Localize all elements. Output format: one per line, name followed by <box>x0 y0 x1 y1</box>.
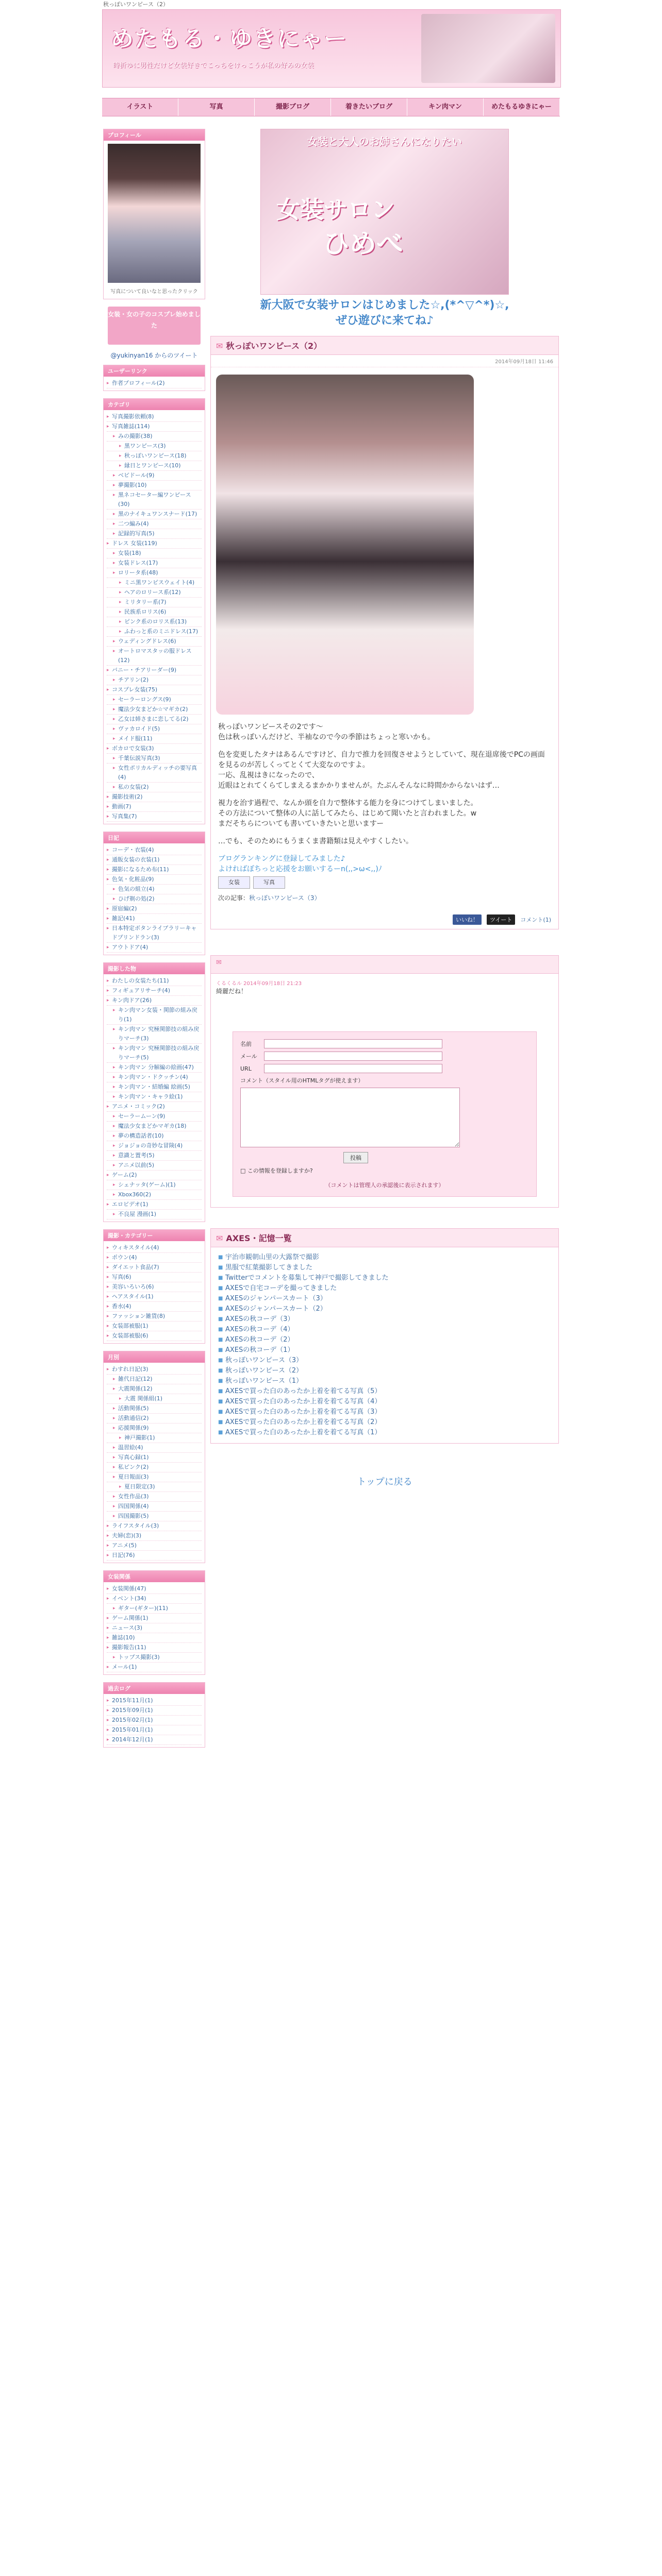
form-row-url <box>240 1064 529 1073</box>
category-heading-6: 女装関係 <box>104 1571 205 1582</box>
list-item[interactable]: ▸ アニメ以前(5) <box>107 1161 202 1171</box>
axes-icon: ✉ <box>216 1233 223 1243</box>
list-item[interactable]: ▸ 雑記(41) <box>107 914 202 924</box>
nav-illust[interactable]: イラスト <box>102 98 178 116</box>
list-item[interactable]: ▸ 香水(4) <box>107 1302 202 1312</box>
category-list-6 <box>104 1582 205 1674</box>
list-item[interactable]: ▸ 通販女装の衣装(1) <box>107 855 202 865</box>
list-item[interactable]: ▸ Xbox360(2) <box>107 1190 202 1200</box>
list-item[interactable]: ■ AXESのジャンパースカート（3） <box>218 1294 551 1304</box>
ranking-buttons <box>218 876 551 889</box>
list-item[interactable]: ▸ 千葉伝説写真(3) <box>107 754 202 764</box>
list-item[interactable]: ■ AXESで買った白のあったか上着を着てる写真（1） <box>218 1428 551 1438</box>
list-item[interactable]: ▸ キン肉マン 究極関節技の組み戻りマーチ(3) <box>107 1025 202 1044</box>
list-item[interactable]: ▸ 私ピンク(2) <box>107 1463 202 1472</box>
list-item[interactable]: ▸ 美容いろいろ(6) <box>107 1282 202 1292</box>
list-item[interactable]: ▸ アニメ・コミック(2) <box>107 1102 202 1112</box>
list-item[interactable]: ▸ ヘアスタイル(1) <box>107 1292 202 1302</box>
list-item[interactable]: ▸ 意識と置考(5) <box>107 1151 202 1161</box>
site-logo[interactable]: めたもる・ゆきにゃー <box>111 26 348 52</box>
nav-wear-blog[interactable]: 着きたいブログ <box>331 98 407 116</box>
list-item[interactable]: ▸ キン肉マン・ドクッチン(4) <box>107 1073 202 1082</box>
links-list <box>104 377 205 391</box>
axes-heading <box>211 1229 558 1247</box>
list-item[interactable]: ▸ 秋っぽいワンピース(18) <box>107 451 202 461</box>
list-item[interactable]: ▸ ふわっと系のミニドレス(17) <box>107 627 202 637</box>
comment-label: コメント（スタイル用のHTMLタグが使えます） <box>240 1077 364 1084</box>
list-item[interactable]: ▸ 雑代日記(12) <box>107 1375 202 1384</box>
form-row-mail <box>240 1052 529 1061</box>
list-item[interactable]: ▸ ポウン(4) <box>107 1253 202 1263</box>
comment-icon: ✉ <box>216 959 222 967</box>
list-item[interactable]: ▸ 民族系ロリス(6) <box>107 607 202 617</box>
list-item[interactable]: ▸ ヴァカロイド(5) <box>107 724 202 734</box>
list-item[interactable]: ▸ 活動関係(5) <box>107 1404 202 1414</box>
blog-entry <box>210 336 559 929</box>
twitter-banner[interactable]: 女装・女の子のコスプレ始めました <box>108 307 201 345</box>
list-item[interactable]: ▸ 動画(7) <box>107 802 202 812</box>
list-item[interactable]: ■ AXESで買った白のあったか上着を着てる写真（5） <box>218 1386 551 1397</box>
next-entry-link[interactable]: 秋っぽいワンピース（3） <box>249 894 321 902</box>
list-item[interactable]: ■ AXESで買った白のあったか上着を着てる写真（2） <box>218 1417 551 1428</box>
list-item[interactable]: ▸ キン肉マン 分解編の絵画(47) <box>107 1063 202 1073</box>
category-heading-1: カテゴリ <box>104 399 205 410</box>
list-item[interactable]: ■ Twitterでコメントを募集して神戸で撮影してきました <box>218 1273 551 1283</box>
list-item[interactable]: ▸ キン肉ドア(26) <box>107 996 202 1006</box>
comment-heading <box>211 956 558 974</box>
list-item[interactable]: ▸ ピンク系のロリス系(13) <box>107 617 202 627</box>
list-item[interactable]: ▸ わすれ日記(3) <box>107 1365 202 1375</box>
category-box-5 <box>103 1351 205 1563</box>
site-description: 時折ゆに男性だけど女装好きでこっちをけっこうが私の好みの女装 <box>113 62 314 70</box>
list-item[interactable]: ▸ ゲーム(2) <box>107 1171 202 1180</box>
list-item[interactable]: ▸ 不良屋 漫画(1) <box>107 1210 202 1219</box>
list-item[interactable]: ▸ ボカロで女装(3) <box>107 744 202 754</box>
entry-title-text[interactable]: 秋っぽいワンピース（2） <box>226 341 322 351</box>
list-item[interactable]: ▸ 撮影になるため布(11) <box>107 865 202 875</box>
list-item[interactable]: ▸ 魔法少女まどかマギカ(18) <box>107 1122 202 1131</box>
list-item[interactable]: ▸ 女装関係(47) <box>107 1584 202 1594</box>
list-item[interactable]: ▸ 写真心録(1) <box>107 1453 202 1463</box>
list-item[interactable]: ▸ 女性作品(3) <box>107 1492 202 1502</box>
list-item[interactable]: ▸ 撮影技術(2) <box>107 792 202 802</box>
list-item[interactable]: ▸ 四国撮影(5) <box>107 1512 202 1521</box>
facebook-like-button[interactable]: いいね！ <box>453 914 482 925</box>
name-input[interactable] <box>264 1039 442 1048</box>
list-item[interactable]: ■ AXESのジャンパースカート（2） <box>218 1304 551 1314</box>
category-heading-5: 月別 <box>104 1351 205 1363</box>
list-item[interactable]: ▸ 二つ編み(4) <box>107 519 202 529</box>
entry-paragraph: …でも、そのためにもうまくま書籍類は見えやすくしたい。 <box>218 837 413 845</box>
ranking-button-photo[interactable]: 写真 <box>253 876 285 889</box>
tweet-button[interactable]: ツイート <box>487 914 515 925</box>
form-note: （コメントは管理人の承認後に表示されます） <box>325 1182 444 1189</box>
list-item[interactable]: ▸ 縁日とワンピース(10) <box>107 461 202 471</box>
list-item[interactable]: ▸ 夏日限定(3) <box>107 1482 202 1492</box>
list-item[interactable]: ■ 黒服で紅葉撮影してきました <box>218 1263 551 1273</box>
list-item[interactable]: ▸ アニメ(5) <box>107 1541 202 1551</box>
list-item[interactable]: ▸ ひげ剃の処(2) <box>107 894 202 904</box>
remember-label: この情報を登録しますか? <box>247 1167 313 1174</box>
list-item[interactable]: ▸ ドレス 女装(119) <box>107 539 202 549</box>
category-box-1 <box>103 398 205 824</box>
submit-button[interactable]: 投稿 <box>343 1152 368 1163</box>
list-item[interactable]: ▸ キン肉マン・キャラ絵(1) <box>107 1092 202 1102</box>
archive-box <box>103 1682 205 1748</box>
social-buttons <box>211 910 558 929</box>
links-box <box>103 365 205 391</box>
list-item[interactable]: ▸ わたしの女装たち(11) <box>107 976 202 986</box>
comment-author: くるくるル 2014年09月18日 21:23 <box>216 981 302 987</box>
list-item[interactable]: ▸ 写真集(7) <box>107 812 202 822</box>
category-heading-3: 撮影した物 <box>104 963 205 974</box>
list-item[interactable]: ▸ 四国関係(4) <box>107 1502 202 1512</box>
main-column <box>210 129 559 1488</box>
entry-photo[interactable] <box>216 375 474 715</box>
list-item[interactable]: ▸ 神戸撮影(1) <box>107 1433 202 1443</box>
category-list-5 <box>104 1363 205 1563</box>
list-item[interactable]: ▸ 黒ネコセーター編ワンピース(30) <box>107 490 202 510</box>
list-item[interactable]: ▸ 写真雑誌(114) <box>107 422 202 432</box>
list-item[interactable]: ▸ ファッション雑貨(8) <box>107 1312 202 1321</box>
entry-paragraph: 秋っぽいワンピースその2です〜 色は秋っぽいんだけど、半袖なので今の季節はちょっと寒いかも。 <box>218 723 435 741</box>
comment-section <box>210 955 559 1208</box>
back-to-top-link[interactable]: トップに戻る <box>357 1477 412 1487</box>
list-item[interactable]: ▸ トップス撮影(3) <box>107 1653 202 1663</box>
ranking-text[interactable]: ブログランキングに登録してみました♪ よければぼちっと応援をお願いするーn(,,>ω<,,)ﾉ <box>218 855 382 873</box>
list-item[interactable]: ▸ ヘアのロリース系(12) <box>107 588 202 598</box>
category-box-4 <box>103 1229 205 1344</box>
next-entry: 次の記事：秋っぽいワンピース（3） <box>218 894 321 902</box>
banner-caption-line1: 新大阪で女装サロンはじめました☆,(*^▽^*)☆, <box>260 299 509 312</box>
list-item[interactable]: ■ AXESの秋コーデ（4） <box>218 1325 551 1335</box>
list-item[interactable]: ▸ シェナッタ(ゲーム)(1) <box>107 1180 202 1190</box>
list-item[interactable]: ▸ ミニ黒ワンピスウェイト(4) <box>107 578 202 588</box>
list-item[interactable]: ▸ 夢撮影(10) <box>107 481 202 490</box>
list-item[interactable]: ▸ 大震 関係組(1) <box>107 1394 202 1404</box>
list-item[interactable]: ▸ キン肉マン女装・関節の組み戻り(1) <box>107 1006 202 1025</box>
browser-title: 秋っぽいワンピース（2） <box>103 1 169 8</box>
list-item[interactable]: ▸ イベント(34) <box>107 1594 202 1604</box>
comment-form <box>233 1031 537 1197</box>
list-item[interactable]: ▸ 2015年02月(1) <box>107 1716 202 1725</box>
list-item[interactable]: ▸ 応援関係(9) <box>107 1423 202 1433</box>
list-item[interactable]: ▸ ライフスタイル(3) <box>107 1521 202 1531</box>
list-item[interactable]: ▸ メール(1) <box>107 1663 202 1672</box>
url-label: URL <box>240 1065 252 1072</box>
list-item[interactable]: ▸ セーラーロングス(9) <box>107 695 202 705</box>
list-item[interactable]: ▸ 撮影報告(11) <box>107 1643 202 1653</box>
list-item[interactable]: ▸ ベビドール(9) <box>107 471 202 481</box>
nav-shoot-blog[interactable]: 撮影ブログ <box>255 98 331 116</box>
banner-caption <box>210 298 559 329</box>
banner-title: 女装サロン <box>276 196 395 224</box>
list-item[interactable]: ▸ バニー・チアリーダー(9) <box>107 666 202 675</box>
profile-caption: 写真について良いなと思ったクリック <box>110 289 198 295</box>
url-input[interactable] <box>264 1064 442 1073</box>
sidebar <box>103 129 205 1755</box>
list-item[interactable]: ▸ 作者プロフィール(2) <box>107 379 202 388</box>
global-nav <box>102 98 560 116</box>
category-box-3 <box>103 962 205 1222</box>
archive-heading: 過去ログ <box>104 1683 205 1694</box>
list-item[interactable]: ▸ ウィキスタイル(4) <box>107 1243 202 1253</box>
list-item[interactable]: ▸ オートロマスタッの服ドレス(12) <box>107 647 202 666</box>
list-item[interactable]: ▸ 色気・化粧品(9) <box>107 875 202 885</box>
list-item[interactable]: ▸ 写真撮影依頼(8) <box>107 412 202 422</box>
list-item[interactable]: ■ 宇治市観朝山里の大露祭で撮影 <box>218 1252 551 1263</box>
banner-caption-line2: ぜひ遊びに来てね♪ <box>335 314 434 327</box>
list-item[interactable]: ▸ 2015年09月(1) <box>107 1706 202 1716</box>
category-list-3 <box>104 974 205 1222</box>
list-item[interactable]: ▸ コスプレ女装(75) <box>107 685 202 695</box>
list-item[interactable]: ▸ フィギュアリサーチ(4) <box>107 986 202 996</box>
list-item[interactable]: ▸ 乙女は姉さまに恋してる(2) <box>107 715 202 724</box>
ranking-button-josou[interactable]: 女装 <box>218 876 250 889</box>
category-list-1 <box>104 410 205 824</box>
mail-label: メール <box>240 1053 257 1060</box>
entry-paragraph: 色を変更したタナはあるんですけど、自力で推力を回復させようとしていて、現在退席後でPCの画面を見るのが苦しくってとくて大変なのですよ。 一応、乱視はきになったので、 近眼はとれてくらてしまえるまかかりませんが。たぶんそんなに時間かからないはず… <box>218 751 545 790</box>
list-item[interactable]: ■ AXESの秋コーデ（1） <box>218 1345 551 1355</box>
list-item[interactable]: ▸ 色気の組立(4) <box>107 885 202 894</box>
list-item[interactable]: ■ AXESで買った白のあったか上着を着てる写真（4） <box>218 1397 551 1407</box>
mail-input[interactable] <box>264 1052 442 1061</box>
list-item[interactable]: ▸ 写真(6) <box>107 1273 202 1282</box>
comment-count-link[interactable]: コメント(1) <box>520 917 551 923</box>
list-item[interactable]: ■ AXESの秋コーデ（2） <box>218 1335 551 1345</box>
list-item[interactable]: ▸ ウェディングドレス(6) <box>107 637 202 647</box>
entry-icon: ✉ <box>216 341 223 351</box>
header-photo <box>421 14 555 83</box>
comment-item <box>211 974 558 1001</box>
category-heading-4: 撮影・カテゴリー <box>104 1230 205 1241</box>
list-item[interactable]: ▸ ジョジョの奇妙な冒険(4) <box>107 1141 202 1151</box>
site-header <box>102 9 561 88</box>
category-box-6 <box>103 1570 205 1675</box>
remember-row <box>240 1166 529 1175</box>
list-item[interactable]: ▸ ゲーム関係(1) <box>107 1614 202 1623</box>
category-list-2 <box>104 843 205 955</box>
entry-date: 2014年09月18日 11:46 <box>211 355 558 367</box>
list-item[interactable]: ▸ 2014年12月(1) <box>107 1735 202 1745</box>
entry-paragraph: 視力を治す過程で、なんか頭を自力で整体する能力を身につけてしまいました。 その方法について整体の人に話してみたら、はじめて聞いたと言われました。w まだそちらについても書いていきたいと思いますー <box>218 799 478 828</box>
list-item[interactable]: ▸ 女装部被服(1) <box>107 1321 202 1331</box>
list-item[interactable]: ▸ ニュース(3) <box>107 1623 202 1633</box>
entry-body <box>211 722 558 910</box>
banner-title-name: ひめべ <box>323 229 404 260</box>
list-item[interactable]: ▸ 活動通信(2) <box>107 1414 202 1423</box>
nav-kinnikuman[interactable]: キン肉マン <box>407 98 484 116</box>
list-item[interactable]: ■ 秋っぽいワンピース（1） <box>218 1376 551 1386</box>
list-item[interactable]: ▸ 女装(18) <box>107 549 202 558</box>
list-item[interactable]: ▸ コーデ・衣装(4) <box>107 845 202 855</box>
list-item[interactable]: ▸ みの撮影(38) <box>107 432 202 442</box>
list-item[interactable]: ▸ 女装ドレス(17) <box>107 558 202 568</box>
nav-photo[interactable]: 写真 <box>178 98 255 116</box>
list-item[interactable]: ▸ エロビデオ(1) <box>107 1200 202 1210</box>
list-item[interactable]: ▸ セーラームーン(9) <box>107 1112 202 1122</box>
axes-title: AXES・記憶一覧 <box>226 1233 292 1243</box>
list-item[interactable]: ▸ ロリータ系(48) <box>107 568 202 578</box>
nav-metamoru[interactable]: めたもるゆきにゃー <box>484 98 560 116</box>
profile-box <box>103 129 205 299</box>
comment-textarea[interactable] <box>240 1088 460 1147</box>
list-item[interactable]: ▸ 原宿編(2) <box>107 904 202 914</box>
list-item[interactable]: ■ 秋っぽいワンピース（3） <box>218 1355 551 1366</box>
list-item[interactable]: ▸ チアリン(2) <box>107 675 202 685</box>
form-row-name <box>240 1039 529 1048</box>
links-heading: ユーザーリンク <box>104 365 205 377</box>
list-item[interactable]: ▸ 記録的写真(5) <box>107 529 202 539</box>
archive-list <box>104 1694 205 1747</box>
list-item[interactable]: ▸ アウトドア(4) <box>107 943 202 953</box>
entry-title <box>211 336 558 355</box>
list-item[interactable]: ▸ 夏日報面(3) <box>107 1472 202 1482</box>
comment-text: 綺麗だね！ <box>216 988 247 995</box>
axes-section <box>210 1228 559 1444</box>
list-item[interactable]: ▸ 大震関係(12) <box>107 1384 202 1394</box>
list-item[interactable]: ▸ 私の女装(2) <box>107 783 202 792</box>
profile-photo[interactable] <box>108 144 201 283</box>
list-item[interactable]: ▸ 女性ポリカルディッチの要写真(4) <box>107 764 202 783</box>
list-item[interactable]: ▸ ギター(ギター)(11) <box>107 1604 202 1614</box>
category-heading-2: 日記 <box>104 832 205 843</box>
salon-banner[interactable] <box>260 129 509 295</box>
list-item[interactable]: ▸ 2015年11月(1) <box>107 1696 202 1706</box>
list-item[interactable]: ▸ 黒のナイキュワンスナード(17) <box>107 510 202 519</box>
remember-checkbox[interactable]: □ <box>240 1167 247 1174</box>
list-item[interactable]: ▸ キン肉マン・結婚編 絵画(5) <box>107 1082 202 1092</box>
list-item[interactable]: ▸ 温習絵(4) <box>107 1443 202 1453</box>
list-item[interactable]: ■ AXESの秋コーデ（3） <box>218 1314 551 1325</box>
list-item[interactable]: ▸ 魔法少女まどか☆マギカ(2) <box>107 705 202 715</box>
category-list-4 <box>104 1241 205 1343</box>
list-item[interactable]: ▸ 2015年01月(1) <box>107 1725 202 1735</box>
list-item[interactable]: ■ 秋っぽいワンピース（2） <box>218 1366 551 1376</box>
name-label: 名前 <box>240 1041 252 1047</box>
list-item[interactable]: ■ AXESで買った白のあったか上着を着てる写真（3） <box>218 1407 551 1417</box>
category-box-2 <box>103 832 205 955</box>
profile-heading: プロフィール <box>104 129 205 141</box>
list-item[interactable]: ▸ 日記(76) <box>107 1551 202 1561</box>
twitter-timeline-link[interactable]: @yukinyan16 からのツイート <box>110 352 198 359</box>
list-item[interactable]: ▸ ダイエット食品(7) <box>107 1263 202 1273</box>
list-item[interactable]: ▸ メイド服(11) <box>107 734 202 744</box>
list-item[interactable]: ▸ 夫婦(恋)(3) <box>107 1531 202 1541</box>
list-item[interactable]: ▸ 黒ワンピース(3) <box>107 442 202 451</box>
list-item[interactable]: ▸ 女装部被服(6) <box>107 1331 202 1341</box>
list-item[interactable]: ▸ 日本特定ボタンライブラリーキャドプリンドラン(3) <box>107 924 202 943</box>
list-item[interactable]: ▸ 雑誌(10) <box>107 1633 202 1643</box>
list-item[interactable]: ▸ キン肉マン 究極関節技の組み戻りマーチ(5) <box>107 1044 202 1063</box>
list-item[interactable]: ▸ ミリタリー系(7) <box>107 598 202 607</box>
list-item[interactable]: ■ AXESで自宅コーデを撮ってきました <box>218 1283 551 1294</box>
banner-tagline: 女装と大人のお姉さんになりたい <box>307 135 462 148</box>
list-item[interactable]: ▸ 夢の構造話者(10) <box>107 1131 202 1141</box>
axes-list <box>211 1247 558 1443</box>
